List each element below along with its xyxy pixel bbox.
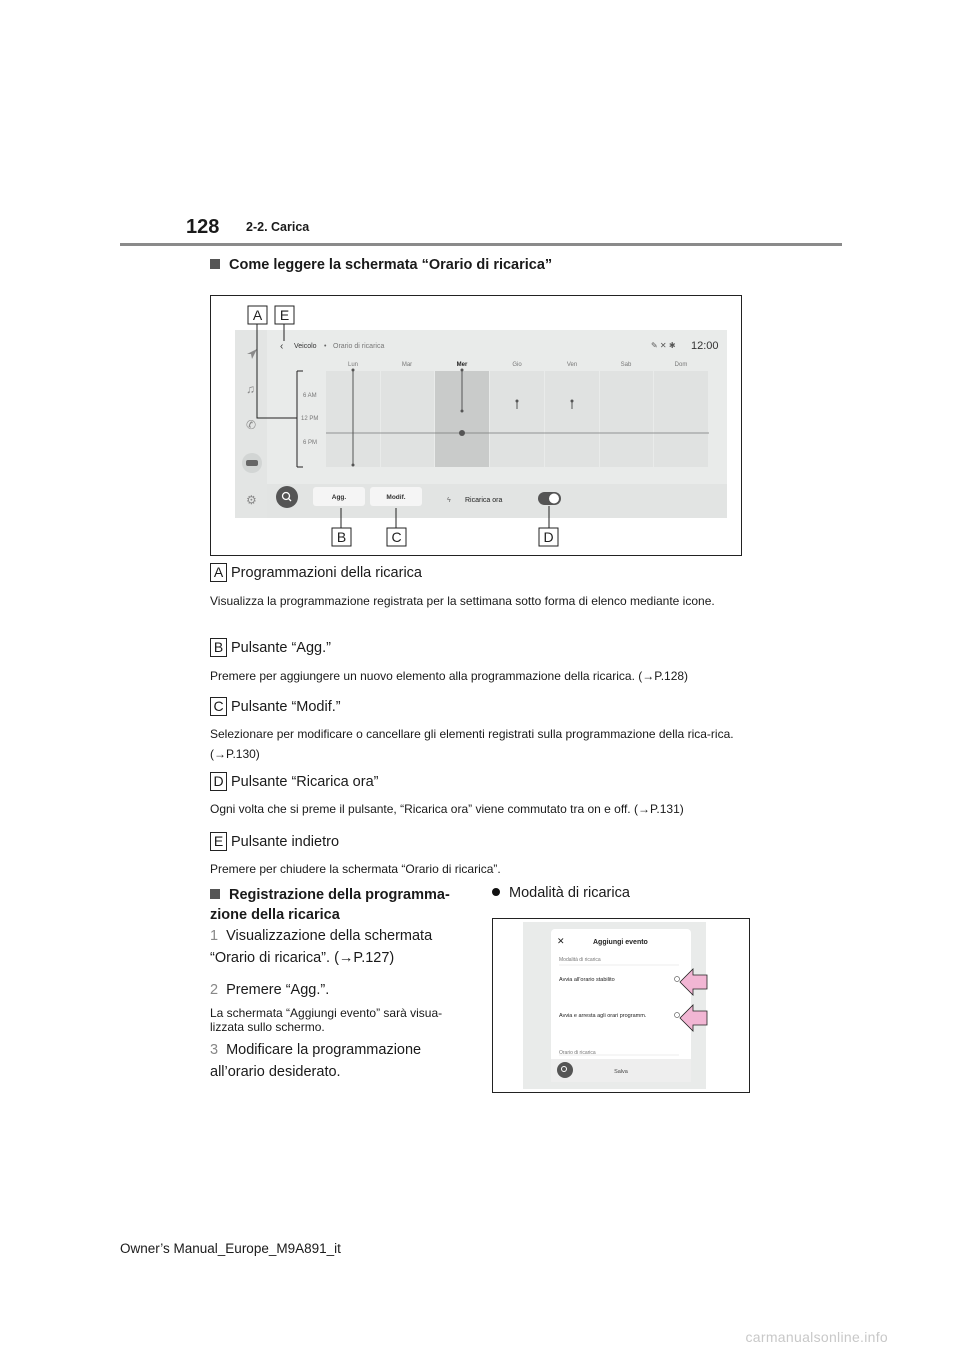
add-event-illustration	[493, 919, 749, 1092]
item-e-desc: Premere per chiudere la schermata “Orario di ricarica”.	[210, 862, 501, 876]
time-label: 6 PM	[303, 440, 318, 446]
clock: 12:00	[691, 340, 719, 352]
mode-figure	[492, 918, 750, 1093]
charge-now-label: Ricarica ora	[465, 497, 503, 504]
add-button-label: Agg.	[331, 494, 347, 501]
square-bullet-icon	[210, 889, 220, 899]
modify-button-label: Modif.	[386, 494, 406, 501]
day-column	[654, 371, 708, 467]
search-icon-bg	[276, 486, 298, 508]
close-icon: ✕	[557, 936, 565, 946]
callout-letter: C	[391, 529, 402, 545]
option-2: Avvia e arresta agli orari programm.	[559, 1013, 647, 1019]
item-a-title	[210, 563, 422, 582]
step-2-note: La schermata “Aggiungi evento” sarà visua-lizzata sullo schermo.	[210, 1006, 443, 1034]
footer-text: Owner’s Manual_Europe_M9A891_it	[120, 1241, 341, 1256]
item-letter-box: D	[210, 772, 227, 791]
item-title: Pulsante “Modif.”	[231, 699, 341, 715]
item-b-desc: Premere per aggiungere un nuovo elemento alla programmazione della ricarica. (→P.128)	[210, 669, 689, 683]
day-label: Mer	[456, 362, 468, 368]
day-label: Lun	[347, 362, 359, 368]
bolt-icon: ϟ	[447, 497, 451, 504]
square-bullet-icon	[210, 259, 220, 269]
item-letter-box: E	[210, 832, 227, 851]
item-e-title	[210, 832, 339, 851]
search-icon-bg	[557, 1062, 573, 1078]
step-3: 3 Modificare la programmazione all’orario desiderato.	[210, 1042, 422, 1080]
item-c-title	[210, 697, 341, 716]
item-letter-box: C	[210, 697, 227, 716]
gear-icon: ⚙	[246, 493, 257, 507]
phone-icon: ✆	[246, 418, 257, 432]
music-icon: ♫	[246, 382, 255, 396]
item-title: Pulsante “Ricarica ora”	[231, 774, 379, 790]
option-1: Avvia all'orario stabilito	[559, 977, 615, 983]
car-icon	[246, 460, 258, 466]
day-label: Mar	[401, 362, 413, 368]
callout-letter: A	[252, 307, 263, 323]
callout-letter: D	[543, 529, 554, 545]
mode-bullet	[492, 885, 630, 901]
item-a-desc: Visualizza la programmazione registrata per la settimana sotto forma di elenco mediante icone.	[210, 594, 715, 608]
item-title: Pulsante indietro	[231, 834, 340, 850]
day-column	[490, 371, 544, 467]
day-column	[545, 371, 599, 467]
day-column	[600, 371, 653, 467]
schedule-figure	[210, 295, 742, 556]
watermark: carmanualsonline.info	[745, 1329, 888, 1345]
section-mode-label: Modalità di ricarica	[559, 957, 601, 963]
main-heading	[210, 257, 552, 273]
day-label: Sab	[620, 362, 632, 368]
step-2: 2 Premere “Agg.”.	[210, 982, 330, 998]
time-label: 6 AM	[303, 393, 317, 399]
save-label: Salva	[614, 1069, 628, 1075]
time-label: 12 PM	[301, 416, 319, 422]
item-d-title	[210, 772, 378, 791]
breadcrumb-vehicle: Veicolo	[294, 343, 317, 350]
item-letter-box: B	[210, 638, 227, 657]
registration-heading-text: Registrazione della programma-zione della ricarica	[210, 887, 450, 923]
main-heading-text: Come leggere la schermata “Orario di ricarica”	[229, 257, 553, 273]
dialog-title: Aggiungi evento	[593, 939, 648, 946]
item-c-desc: Selezionare per modificare o cancellare gli elementi registrati sulla programmazione della rica-rica. (→P.130)	[210, 727, 734, 761]
step-1: 1 Visualizzazione della schermata “Orario di ricarica”. (→P.127)	[210, 928, 433, 966]
registration-heading	[210, 885, 470, 925]
section-title: 2-2. Carica	[246, 220, 310, 234]
day-label: Dom	[674, 362, 688, 368]
schedule-screen-illustration	[211, 296, 741, 555]
bullet-dot-icon	[492, 888, 500, 896]
item-d-desc: Ogni volta che si preme il pulsante, “Ricarica ora” viene commutato tra on e off. (→P.131)	[210, 802, 684, 816]
now-marker	[459, 430, 465, 436]
toggle-knob	[549, 494, 559, 504]
item-title: Pulsante “Agg.”	[231, 640, 331, 656]
day-label: Gio	[512, 362, 522, 368]
mode-bullet-text: Modalità di ricarica	[509, 885, 630, 901]
callout-letter: B	[336, 529, 347, 545]
day-column	[381, 371, 434, 467]
back-icon: ‹	[280, 341, 284, 352]
header-rule	[120, 243, 842, 246]
callout-letter: E	[279, 307, 290, 323]
item-letter-box: A	[210, 563, 227, 582]
status-icons: ✎ ✕ ✱	[651, 341, 676, 350]
breadcrumb-separator: •	[324, 343, 327, 350]
section-time-label: Orario di ricarica	[559, 1050, 596, 1056]
day-label: Ven	[566, 362, 578, 368]
item-b-title	[210, 638, 331, 657]
page-number: 128	[186, 216, 220, 238]
breadcrumb-page: Orario di ricarica	[333, 343, 385, 350]
item-title: Programmazioni della ricarica	[231, 565, 422, 581]
